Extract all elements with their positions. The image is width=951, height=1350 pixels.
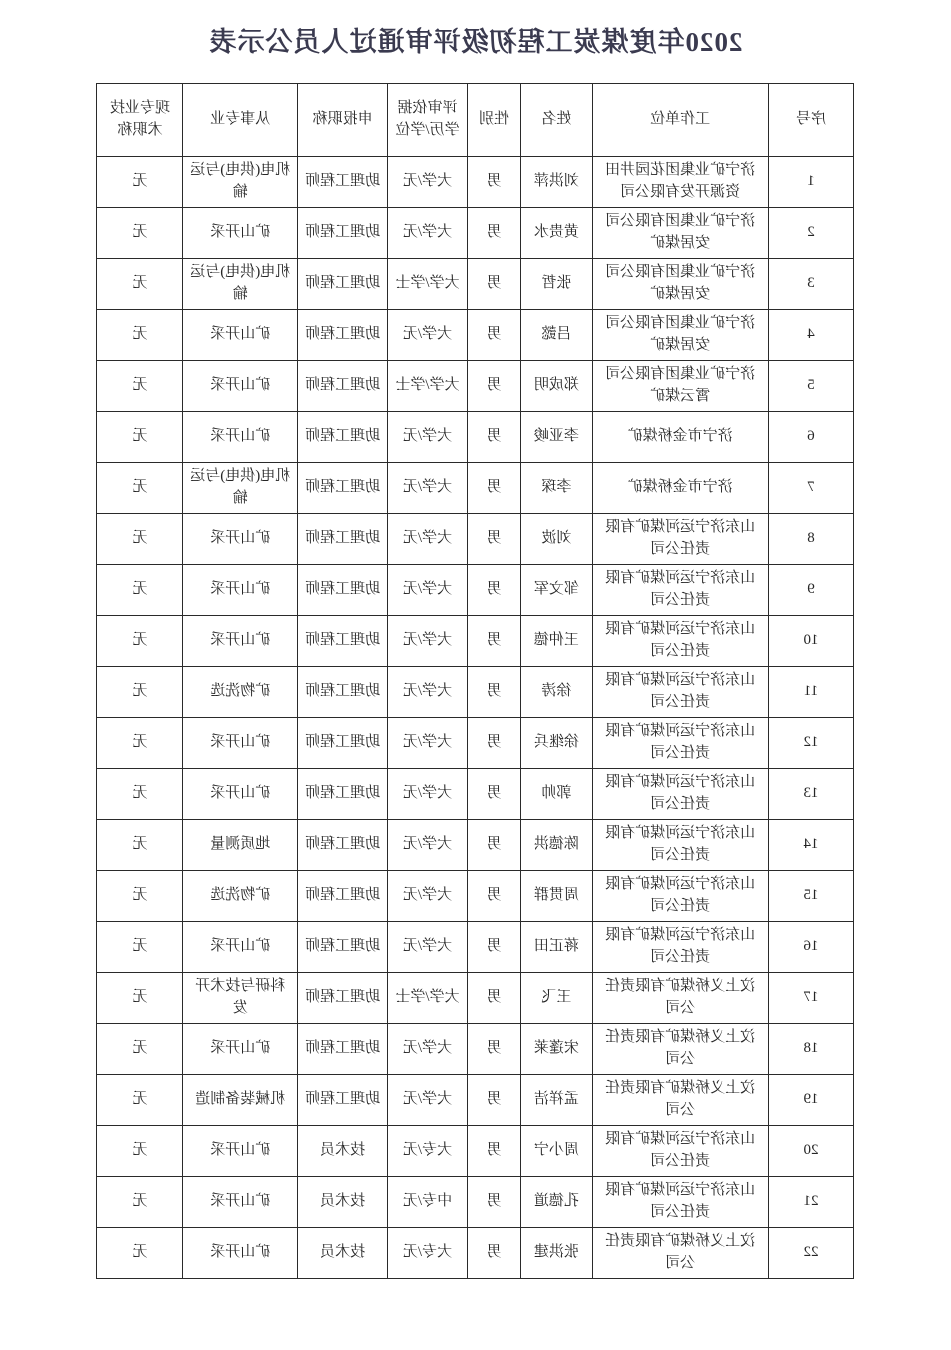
cell-current-title: 无 xyxy=(97,1126,183,1177)
cell-name: 刘洪萍 xyxy=(521,157,593,208)
cell-applied-title: 助理工程师 xyxy=(298,973,388,1024)
cell-gender: 男 xyxy=(467,1126,520,1177)
cell-profession: 矿山开采 xyxy=(183,769,298,820)
cell-profession: 矿山开采 xyxy=(183,514,298,565)
cell-applied-title: 助理工程师 xyxy=(298,412,388,463)
cell-name: 郑成明 xyxy=(521,361,593,412)
cell-name: 王飞 xyxy=(521,973,593,1024)
cell-current-title: 无 xyxy=(97,820,183,871)
cell-applied-title: 助理工程师 xyxy=(298,565,388,616)
cell-work-unit: 汶上义桥煤矿有限责任公司 xyxy=(592,973,768,1024)
cell-work-unit: 山东济宁运河煤矿有限责任公司 xyxy=(592,565,768,616)
table-row xyxy=(97,412,854,463)
cell-current-title: 无 xyxy=(97,208,183,259)
col-header-work-unit: 工作单位 xyxy=(592,84,768,157)
cell-profession: 机电(供电)与运输 xyxy=(183,463,298,514)
cell-work-unit: 山东济宁运河煤矿有限责任公司 xyxy=(592,667,768,718)
cell-name: 徐继兵 xyxy=(521,718,593,769)
cell-education: 大学/无 xyxy=(388,871,468,922)
cell-education: 大学/无 xyxy=(388,514,468,565)
cell-applied-title: 助理工程师 xyxy=(298,667,388,718)
cell-index: 14 xyxy=(768,820,854,871)
cell-profession: 矿山开采 xyxy=(183,565,298,616)
table-row xyxy=(97,1126,854,1177)
cell-education: 中专/无 xyxy=(388,1177,468,1228)
cell-name: 郭帅 xyxy=(521,769,593,820)
cell-gender: 男 xyxy=(467,565,520,616)
cell-work-unit: 山东济宁运河煤矿有限责任公司 xyxy=(592,820,768,871)
cell-profession: 矿山开采 xyxy=(183,412,298,463)
cell-current-title: 无 xyxy=(97,361,183,412)
cell-current-title: 无 xyxy=(97,310,183,361)
cell-name: 黄贵水 xyxy=(521,208,593,259)
cell-index: 16 xyxy=(768,922,854,973)
cell-index: 10 xyxy=(768,616,854,667)
col-header-index: 序号 xyxy=(768,84,854,157)
cell-index: 17 xyxy=(768,973,854,1024)
cell-name: 王仲德 xyxy=(521,616,593,667)
cell-work-unit: 济宁矿业集团有限公司安居煤矿 xyxy=(592,310,768,361)
cell-index: 11 xyxy=(768,667,854,718)
cell-applied-title: 助理工程师 xyxy=(298,259,388,310)
cell-applied-title: 助理工程师 xyxy=(298,922,388,973)
cell-name: 孟祥洁 xyxy=(521,1075,593,1126)
cell-profession: 矿山开采 xyxy=(183,1228,298,1279)
page-title: 2020年度煤炭工程初级评审通过人员公示表 xyxy=(208,27,743,57)
cell-work-unit: 山东济宁运河煤矿有限责任公司 xyxy=(592,616,768,667)
cell-work-unit: 汶上义桥煤矿有限责任公司 xyxy=(592,1228,768,1279)
cell-profession: 矿山开采 xyxy=(183,718,298,769)
cell-current-title: 无 xyxy=(97,565,183,616)
table-row xyxy=(97,922,854,973)
table-row xyxy=(97,157,854,208)
cell-name: 周小宁 xyxy=(521,1126,593,1177)
col-header-education: 评审依据学历/学位 xyxy=(388,84,468,157)
cell-profession: 机电(供电)与运输 xyxy=(183,259,298,310)
cell-education: 大学/无 xyxy=(388,463,468,514)
cell-work-unit: 济宁矿业集团有限公司安居煤矿 xyxy=(592,259,768,310)
cell-work-unit: 汶上义桥煤矿有限责任公司 xyxy=(592,1024,768,1075)
cell-gender: 男 xyxy=(467,922,520,973)
cell-profession: 矿山开采 xyxy=(183,361,298,412)
cell-applied-title: 助理工程师 xyxy=(298,310,388,361)
cell-profession: 科研与技术开发 xyxy=(183,973,298,1024)
col-header-current-title: 现专业技术职称 xyxy=(97,84,183,157)
cell-applied-title: 助理工程师 xyxy=(298,820,388,871)
table-row xyxy=(97,1075,854,1126)
table-row xyxy=(97,667,854,718)
cell-work-unit: 济宁市金桥煤矿 xyxy=(592,463,768,514)
cell-gender: 男 xyxy=(467,973,520,1024)
cell-applied-title: 助理工程师 xyxy=(298,1024,388,1075)
cell-profession: 矿物洗选 xyxy=(183,871,298,922)
cell-work-unit: 山东济宁运河煤矿有限责任公司 xyxy=(592,922,768,973)
cell-work-unit: 山东济宁运河煤矿有限责任公司 xyxy=(592,1126,768,1177)
cell-education: 大学/学士 xyxy=(388,973,468,1024)
table-row xyxy=(97,361,854,412)
cell-work-unit: 济宁矿业集团有限公司霄云煤矿 xyxy=(592,361,768,412)
cell-applied-title: 技术员 xyxy=(298,1177,388,1228)
cell-current-title: 无 xyxy=(97,259,183,310)
cell-work-unit: 山东济宁运河煤矿有限责任公司 xyxy=(592,514,768,565)
cell-education: 大专/无 xyxy=(388,1228,468,1279)
cell-education: 大学/无 xyxy=(388,667,468,718)
cell-index: 8 xyxy=(768,514,854,565)
cell-education: 大学/无 xyxy=(388,565,468,616)
cell-work-unit: 济宁矿业集团有限公司安居煤矿 xyxy=(592,208,768,259)
cell-name: 刘波 xyxy=(521,514,593,565)
cell-applied-title: 助理工程师 xyxy=(298,718,388,769)
table-row xyxy=(97,463,854,514)
cell-education: 大学/无 xyxy=(388,922,468,973)
cell-name: 吕懿 xyxy=(521,310,593,361)
cell-index: 6 xyxy=(768,412,854,463)
cell-education: 大学/无 xyxy=(388,310,468,361)
cell-current-title: 无 xyxy=(97,616,183,667)
table-row xyxy=(97,1228,854,1279)
table-row xyxy=(97,208,854,259)
personnel-table xyxy=(97,83,855,1279)
cell-profession: 机械装备制造 xyxy=(183,1075,298,1126)
cell-gender: 男 xyxy=(467,310,520,361)
cell-profession: 矿山开采 xyxy=(183,1024,298,1075)
cell-applied-title: 助理工程师 xyxy=(298,769,388,820)
cell-education: 大专/无 xyxy=(388,1126,468,1177)
cell-name: 邹文军 xyxy=(521,565,593,616)
cell-profession: 矿物洗选 xyxy=(183,667,298,718)
cell-education: 大学/无 xyxy=(388,1024,468,1075)
cell-name: 孔德道 xyxy=(521,1177,593,1228)
cell-work-unit: 济宁矿业集团花园井田资源开发有限公司 xyxy=(592,157,768,208)
cell-gender: 男 xyxy=(467,820,520,871)
cell-current-title: 无 xyxy=(97,769,183,820)
cell-profession: 矿山开采 xyxy=(183,1126,298,1177)
cell-current-title: 无 xyxy=(97,1024,183,1075)
cell-gender: 男 xyxy=(467,1228,520,1279)
cell-gender: 男 xyxy=(467,769,520,820)
cell-gender: 男 xyxy=(467,463,520,514)
cell-applied-title: 助理工程师 xyxy=(298,514,388,565)
cell-gender: 男 xyxy=(467,1177,520,1228)
cell-index: 13 xyxy=(768,769,854,820)
cell-gender: 男 xyxy=(467,514,520,565)
cell-education: 大学/学士 xyxy=(388,361,468,412)
cell-gender: 男 xyxy=(467,208,520,259)
table-header-row xyxy=(97,84,854,157)
cell-applied-title: 助理工程师 xyxy=(298,361,388,412)
cell-gender: 男 xyxy=(467,1024,520,1075)
cell-applied-title: 助理工程师 xyxy=(298,616,388,667)
cell-name: 李琛 xyxy=(521,463,593,514)
cell-index: 1 xyxy=(768,157,854,208)
cell-work-unit: 济宁市金桥煤矿 xyxy=(592,412,768,463)
cell-name: 徐涛 xyxy=(521,667,593,718)
cell-index: 2 xyxy=(768,208,854,259)
table-row xyxy=(97,718,854,769)
cell-applied-title: 助理工程师 xyxy=(298,1075,388,1126)
cell-name: 张哲 xyxy=(521,259,593,310)
table-row xyxy=(97,514,854,565)
cell-index: 21 xyxy=(768,1177,854,1228)
cell-name: 周贯群 xyxy=(521,871,593,922)
cell-current-title: 无 xyxy=(97,463,183,514)
cell-index: 19 xyxy=(768,1075,854,1126)
cell-education: 大学/学士 xyxy=(388,259,468,310)
cell-work-unit: 汶上义桥煤矿有限责任公司 xyxy=(592,1075,768,1126)
cell-gender: 男 xyxy=(467,412,520,463)
cell-index: 22 xyxy=(768,1228,854,1279)
table-row xyxy=(97,1024,854,1075)
cell-current-title: 无 xyxy=(97,1177,183,1228)
table-row xyxy=(97,820,854,871)
cell-education: 大学/无 xyxy=(388,616,468,667)
cell-work-unit: 山东济宁运河煤矿有限责任公司 xyxy=(592,871,768,922)
cell-gender: 男 xyxy=(467,361,520,412)
cell-gender: 男 xyxy=(467,871,520,922)
cell-current-title: 无 xyxy=(97,1075,183,1126)
cell-gender: 男 xyxy=(467,1075,520,1126)
cell-name: 李亚峻 xyxy=(521,412,593,463)
cell-current-title: 无 xyxy=(97,667,183,718)
cell-current-title: 无 xyxy=(97,1228,183,1279)
cell-education: 大学/无 xyxy=(388,208,468,259)
cell-name: 蒋正田 xyxy=(521,922,593,973)
cell-applied-title: 助理工程师 xyxy=(298,463,388,514)
cell-education: 大学/无 xyxy=(388,718,468,769)
cell-name: 张洪建 xyxy=(521,1228,593,1279)
cell-applied-title: 技术员 xyxy=(298,1228,388,1279)
cell-profession: 矿山开采 xyxy=(183,208,298,259)
cell-education: 大学/无 xyxy=(388,412,468,463)
cell-work-unit: 山东济宁运河煤矿有限责任公司 xyxy=(592,1177,768,1228)
cell-current-title: 无 xyxy=(97,514,183,565)
cell-index: 18 xyxy=(768,1024,854,1075)
cell-applied-title: 助理工程师 xyxy=(298,208,388,259)
cell-current-title: 无 xyxy=(97,412,183,463)
cell-gender: 男 xyxy=(467,667,520,718)
cell-gender: 男 xyxy=(467,616,520,667)
cell-current-title: 无 xyxy=(97,922,183,973)
col-header-gender: 性别 xyxy=(467,84,520,157)
cell-education: 大学/无 xyxy=(388,1075,468,1126)
cell-index: 4 xyxy=(768,310,854,361)
table-body xyxy=(97,157,854,1279)
cell-name: 陈德洪 xyxy=(521,820,593,871)
cell-index: 5 xyxy=(768,361,854,412)
cell-current-title: 无 xyxy=(97,871,183,922)
cell-index: 7 xyxy=(768,463,854,514)
cell-index: 20 xyxy=(768,1126,854,1177)
cell-applied-title: 助理工程师 xyxy=(298,157,388,208)
cell-current-title: 无 xyxy=(97,718,183,769)
table-row xyxy=(97,565,854,616)
cell-profession: 机电(供电)与运输 xyxy=(183,157,298,208)
cell-gender: 男 xyxy=(467,259,520,310)
cell-profession: 矿山开采 xyxy=(183,1177,298,1228)
col-header-name: 姓名 xyxy=(521,84,593,157)
table-row xyxy=(97,871,854,922)
cell-applied-title: 助理工程师 xyxy=(298,871,388,922)
cell-name: 宋蓬莱 xyxy=(521,1024,593,1075)
cell-work-unit: 山东济宁运河煤矿有限责任公司 xyxy=(592,718,768,769)
cell-index: 12 xyxy=(768,718,854,769)
cell-current-title: 无 xyxy=(97,973,183,1024)
table-row xyxy=(97,973,854,1024)
table-row xyxy=(97,310,854,361)
cell-index: 15 xyxy=(768,871,854,922)
cell-profession: 矿山开采 xyxy=(183,310,298,361)
cell-education: 大学/无 xyxy=(388,820,468,871)
cell-gender: 男 xyxy=(467,718,520,769)
cell-applied-title: 技术员 xyxy=(298,1126,388,1177)
cell-index: 9 xyxy=(768,565,854,616)
cell-profession: 矿山开采 xyxy=(183,616,298,667)
cell-education: 大学/无 xyxy=(388,769,468,820)
cell-profession: 地质测量 xyxy=(183,820,298,871)
table-row xyxy=(97,769,854,820)
cell-work-unit: 山东济宁运河煤矿有限责任公司 xyxy=(592,769,768,820)
cell-index: 3 xyxy=(768,259,854,310)
cell-gender: 男 xyxy=(467,157,520,208)
cell-education: 大学/无 xyxy=(388,157,468,208)
cell-profession: 矿山开采 xyxy=(183,922,298,973)
col-header-applied-title: 申报职称 xyxy=(298,84,388,157)
col-header-profession: 从事专业 xyxy=(183,84,298,157)
table-row xyxy=(97,259,854,310)
table-row xyxy=(97,1177,854,1228)
cell-current-title: 无 xyxy=(97,157,183,208)
table-row xyxy=(97,616,854,667)
